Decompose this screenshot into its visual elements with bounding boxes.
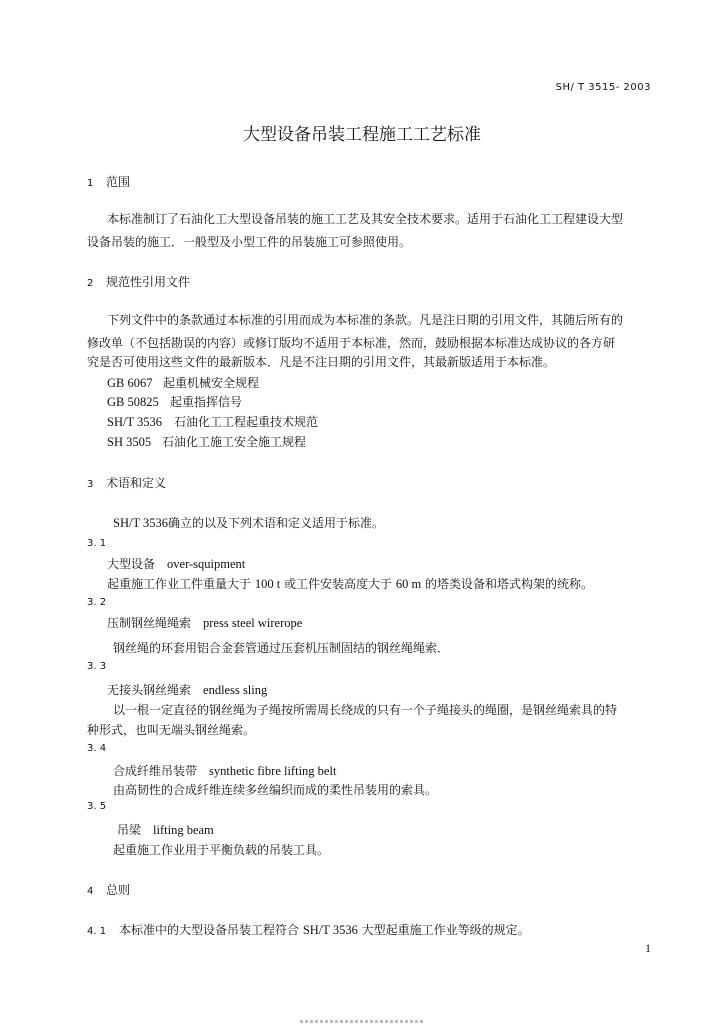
section-4-heading [87,881,130,898]
term-en: lifting beam [153,823,214,837]
clause-number: 4. 1 [87,926,107,937]
term-en: endless sling [203,683,268,697]
section-title: 总则 [106,883,131,897]
term-cn: 吊梁 [117,823,142,837]
term-en: synthetic fibre lifting belt [209,764,337,778]
section-3-heading [87,474,166,491]
term-number: 3. 1 [87,538,107,549]
def-text: 或工件安装高度大于 [280,577,396,591]
reference-item [107,393,242,410]
term-definition [107,575,593,592]
def-number: 100 t [254,577,281,591]
term-definition-line1: 以一根一定直径的钢丝绳为子绳按所需周长绕成的只有一个子绳接头的绳圈，是钢丝绳索具的特 [113,703,618,717]
def-text: 的塔类设备和塔式构架的统称。 [421,577,594,591]
term-heading [113,762,336,779]
document-title: 大型设备吊装工程施工工艺标准 [243,125,481,145]
clause-code: SH/T 3536 [302,923,358,937]
reference-code: GB 50825 [107,395,159,409]
standard-code: SH/ T 3515- 2003 [555,82,651,93]
terms-intro [113,514,384,531]
reference-item [107,413,318,430]
term-definition-line2: 种形式，也叫无端头钢丝绳索。 [87,723,256,737]
term-heading [107,555,245,572]
clause-text: 大型起重施工作业等级的规定。 [357,923,530,937]
term-number: 3. 4 [87,743,107,754]
clause-4-1 [87,921,530,938]
def-text: 起重施工作业工件重量大于 [107,577,255,591]
term-definition: 由高韧性的合成纤维连续多丝编织而成的柔性吊装用的索具。 [113,783,438,797]
term-number: 3. 2 [87,597,107,608]
term-number: 3. 3 [87,661,107,672]
term-en: press steel wirerope [203,616,303,630]
page-number: 1 [645,941,651,955]
section-title: 规范性引用文件 [106,275,191,289]
reference-title: 石油化工工程起重技术规范 [174,415,319,429]
term-cn: 压制钢丝绳绳索 [107,616,192,630]
term-cn: 大型设备 [107,557,156,571]
term-cn: 无接头钢丝绳索 [107,683,192,697]
section-number: 4 [87,886,94,897]
term-heading [117,821,214,838]
term-number: 3. 5 [87,801,107,812]
term-definition: 钢丝绳的环套用铝合金套管通过压套机压制固结的钢丝绳绳索． [113,641,450,655]
normative-paragraph-line1: 下列文件中的条款通过本标准的引用而成为本标准的条款。凡是注日期的引用文件，其随后所有的 [107,313,624,327]
term-cn: 合成纤维吊装带 [113,764,198,778]
section-number: 1 [87,178,94,189]
reference-item [107,374,259,391]
reference-title: 起重指挥信号 [170,395,243,409]
scan-artifact [300,1020,425,1023]
def-number: 60 m [395,577,422,591]
intro-text: 确立的以及下列术语和定义适用于标准。 [168,516,385,530]
normative-paragraph-line2: 修改单（不包括勘误的内容）或修订版均不适用于本标准，然而，鼓励根据本标准达成协议的各方研 [87,336,616,350]
reference-code: GB 6067 [107,376,153,390]
section-2-heading [87,273,190,290]
section-number: 2 [87,278,94,289]
reference-code: SH 3505 [107,435,152,449]
reference-title: 石油化工施工安全施工规程 [162,435,307,449]
scope-paragraph-line2: 设备吊装的施工．一般型及小型工件的吊装施工可参照使用。 [87,235,412,249]
reference-item [107,433,306,450]
intro-code: SH/T 3536 [113,516,168,530]
term-en: over-squipment [167,557,246,571]
section-1-heading [87,173,130,190]
section-number: 3 [87,479,94,490]
reference-title: 起重机械安全规程 [163,376,260,390]
term-heading [107,681,267,698]
section-title: 术语和定义 [106,476,167,490]
normative-paragraph-line3: 究是否可使用这些文件的最新版本．凡是不注日期的引用文件，其最新版适用于本标准。 [87,355,556,369]
reference-code: SH/T 3536 [107,415,162,429]
scope-paragraph-line1: 本标准制订了石油化工大型设备吊装的施工工艺及其安全技术要求。适用于石油化工工程建设大型 [107,212,624,226]
clause-text: 本标准中的大型设备吊装工程符合 [119,923,303,937]
term-heading [107,614,302,631]
term-definition: 起重施工作业用于平衡负载的吊装工具。 [113,843,330,857]
section-title: 范围 [106,175,131,189]
